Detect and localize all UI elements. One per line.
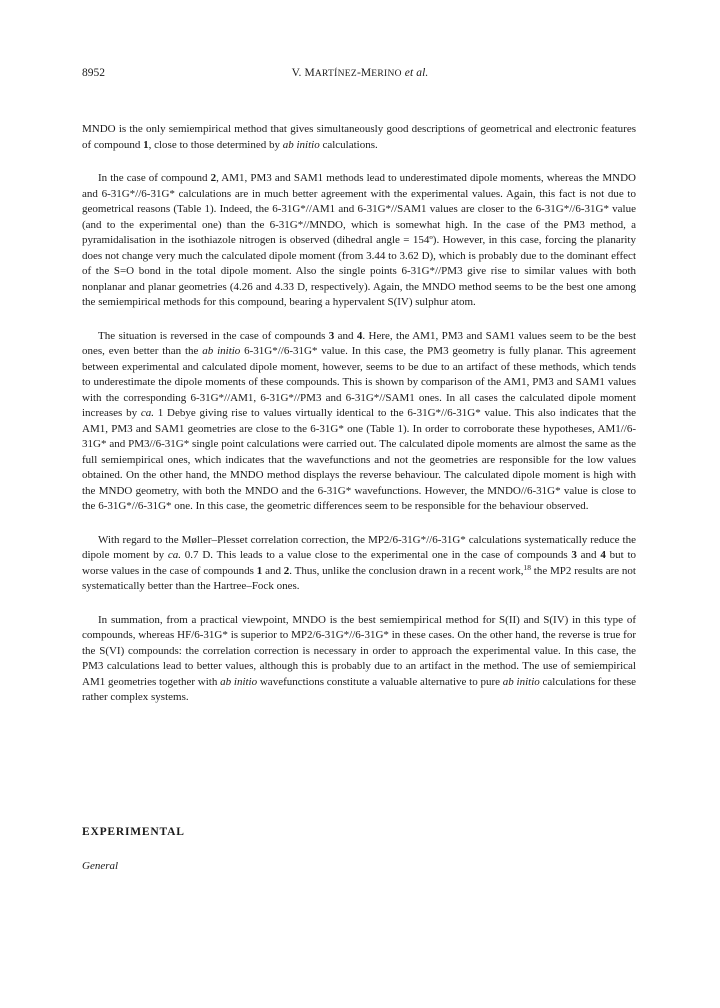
text-run: wavefunctions constitute a valuable alternative to pure	[257, 675, 503, 688]
running-head-smallcaps-2: ERINO	[371, 69, 402, 79]
running-head-dash: -M	[357, 67, 372, 79]
italic-term: ca.	[140, 407, 154, 419]
italic-term: ab initio	[502, 675, 540, 688]
page-header	[82, 67, 638, 85]
compound-number: 1	[256, 564, 263, 577]
paragraph	[82, 171, 636, 311]
text-run: and	[576, 549, 601, 561]
paragraph	[82, 613, 636, 706]
text-run: In summation, from a practical viewpoint, MNDO is the best semiempirical method for S(II) and S(IV) in this type of compounds, whereas HF/6-31G* is superior to MP2/6-31G*//6-31G* in these cases. On the other hand, the reverse is true for the S(VI) compounds: the correlation correction is necessary in order to approach the experimental value. In this case, the PM3 calculations lead to better values, although this is probably due to an artifact in the method. The use of semiempirical AM1 geometries together with	[82, 613, 636, 688]
section-heading: EXPERIMENTAL	[82, 826, 185, 838]
compound-number: 4	[600, 549, 606, 561]
compound-number: 1	[143, 138, 149, 151]
text-run: but to worse values in the case of compounds	[82, 549, 636, 577]
paragraph	[82, 533, 636, 595]
text-run: , close to those determined by	[148, 138, 283, 151]
italic-term: ab initio	[282, 138, 320, 151]
text-run: , AM1, PM3 and SAM1 methods lead to underestimated dipole moments, whereas the MNDO and 6-31G*//6-31G* calculations are in much better agreement with the experimental values. Again, this fact is not due to geometrical reasons (Table 1). Indeed, the 6-31G*//AM1 and 6-31G*//SAM1 values are closer to the 6-31G*//6-31G* value (and to the experimental one) than the 6-31G*//MNDO, which is somewhat high. In the case of the PM3 method, a pyramidalisation in the isothiazole nitrogen is observed (dihedral angle = 154º). However, in this case, forcing the planarity does not change very much the calculated dipole moment (from 3.44 to 3.62 D), which is probably due to the dominant effect of the S=O bond in the total dipole moment. Also the single points 6-31G*//PM3 give rise to similar values with both nonplanar and planar geometries (4.26 and 4.33 D, respectively). Again, the MNDO method seems to be the best one among the semiempirical methods for this compound, bearing a hypervalent S(IV) sulphur atom.	[82, 172, 636, 308]
text-run: calculations for these rather complex systems.	[82, 675, 636, 703]
compound-number: 2	[283, 564, 290, 577]
subsection-heading: General	[82, 860, 119, 872]
compound-number: 2	[210, 172, 217, 184]
text-run: and	[334, 329, 357, 342]
paragraph	[82, 122, 636, 153]
text-run: 1 Debye giving rise to values virtually identical to the 6-31G*//6-31G* value. This also indicates that the AM1, PM3 and SAM1 geometries are close to the 6-31G* one (Table 1). In order to corroborate these hypotheses, AM1//6-31G* and PM3//6-31G* single point calculations were carried out. The calculated dipole moments are almost the same as the full semiempirical ones, which indicates that the wavefunctions and not the geometries are responsible for the low values obtained. On the other hand, the MNDO method displays the reverse behaviour. The calculated dipole moment is high with the MNDO geometry, with both the MNDO and the 6-31G* wavefunctions. However, the MNDO//6-31G* value is close to the 6-31G*//6-31G* one. In this case, the geometric differences seem to be responsible for the behaviour observed.	[82, 407, 636, 512]
text-run: With regard to the Møller–Plesset correlation correction, the MP2/6-31G*//6-31G* calculations systematically reduce the dipole moment by	[82, 533, 636, 561]
italic-term: ab initio	[202, 345, 241, 357]
text-run: MNDO is the only semiempirical method that gives simultaneously good descriptions of geometrical and electronic features of compound	[82, 123, 636, 151]
text-run: In the case of compound	[98, 172, 211, 184]
text-run: 6-31G*//6-31G* value. In this case, the PM3 geometry is fully planar. This agreement between experimental and calculated dipole moment, however, seems to be due to an artifact of these methods, which tends to underestimate the dipole moments of these compounds. This is shown by comparison of the AM1, PM3 and SAM1 values with the corresponding 6-31G*//AM1, 6-31G*//PM3 and 6-31G*//SAM1 ones. In all cases the calculated dipole moment increases by	[82, 345, 636, 419]
text-run: 0.7 D. This leads to a value close to the experimental one in the case of compounds	[181, 549, 572, 561]
text-run: the MP2 results are not systematically better than the Hartree–Fock ones.	[82, 564, 636, 592]
compound-number: 3	[571, 549, 577, 561]
text-run: . Here, the AM1, PM3 and SAM1 values seem to be the best ones, even better than the	[82, 329, 636, 357]
italic-term: ca.	[167, 549, 182, 561]
citation-superscript: 18	[523, 562, 531, 572]
running-head	[82, 67, 638, 79]
running-head-etal: et al.	[401, 67, 429, 79]
compound-number: 4	[356, 329, 363, 342]
italic-term: ab initio	[220, 675, 258, 688]
article-body	[82, 122, 636, 724]
text-run: . Thus, unlike the conclusion drawn in a recent work,	[289, 564, 524, 577]
paragraph	[82, 329, 636, 515]
page-number: 8952	[82, 67, 105, 79]
text-run: The situation is reversed in the case of compounds	[98, 329, 329, 342]
running-head-lead: V. M	[291, 67, 315, 79]
text-run: and	[262, 564, 284, 577]
running-head-smallcaps-1: ARTÍNEZ	[314, 69, 357, 79]
text-run: calculations.	[319, 138, 378, 151]
compound-number: 3	[328, 329, 335, 342]
